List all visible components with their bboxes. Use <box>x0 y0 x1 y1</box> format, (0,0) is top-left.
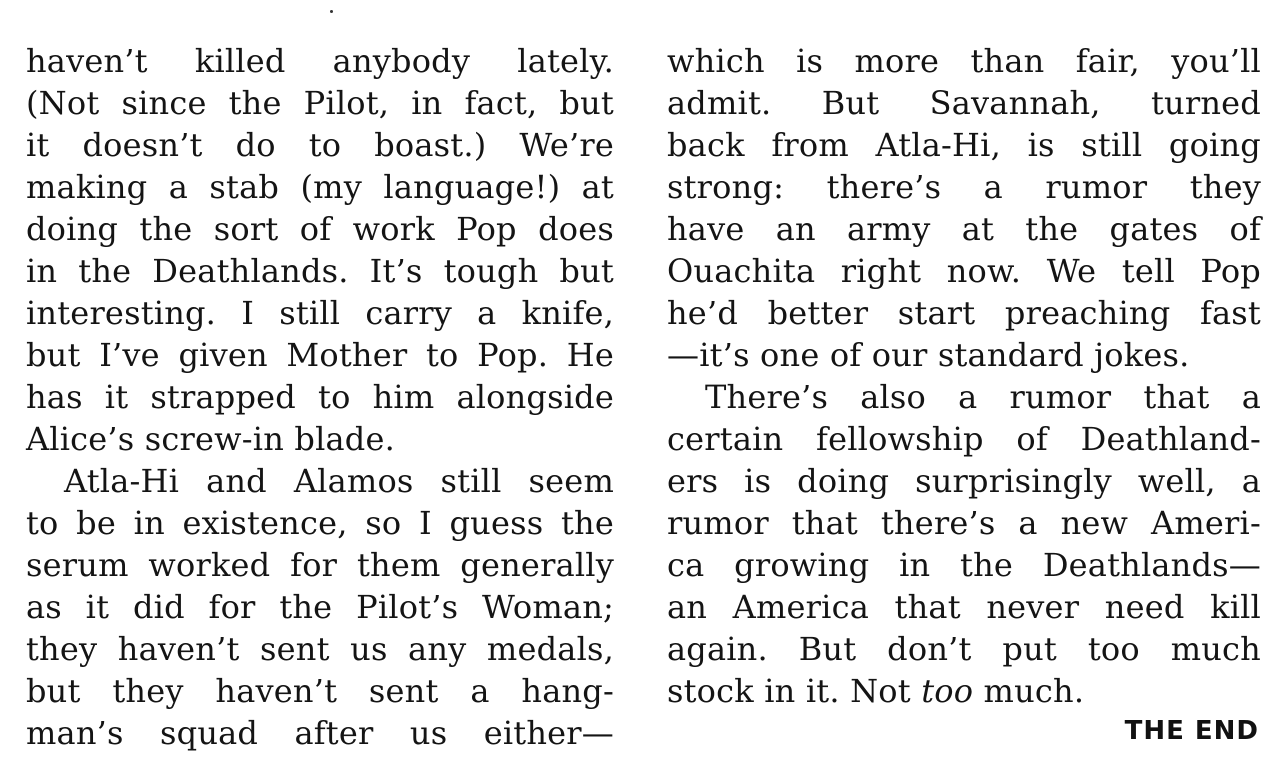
text-line: doing the sort of work Pop does <box>26 210 614 248</box>
text-line: back from Atla-Hi, is still going <box>667 126 1261 164</box>
final-line-start: stock in it. Not <box>667 672 922 710</box>
right-column <box>667 40 1261 712</box>
text-line: ers is doing surprisingly well, a <box>667 462 1261 500</box>
text-line: certain fellowship of Deathland- <box>667 420 1261 458</box>
text-line: interesting. I still carry a knife, <box>26 294 614 332</box>
end-mark: THE END <box>1124 716 1259 746</box>
text-line: making a stab (my language!) at <box>26 168 614 206</box>
text-line: Atla-Hi and Alamos still seem <box>64 462 614 500</box>
final-line-emphasis: too <box>921 672 974 710</box>
text-line: again. But don’t put too much <box>667 630 1261 668</box>
text-line: as it did for the Pilot’s Woman; <box>26 588 614 626</box>
text-line: —it’s one of our standard jokes. <box>667 336 1190 374</box>
text-line: in the Deathlands. It’s tough but <box>26 252 614 290</box>
text-line: haven’t killed anybody lately. <box>26 42 614 80</box>
text-line: but they haven’t sent a hang- <box>26 672 614 710</box>
final-text-line <box>667 670 1261 712</box>
text-line: strong: there’s a rumor they <box>667 168 1261 206</box>
text-line: There’s also a rumor that a <box>705 378 1261 416</box>
text-line: which is more than fair, you’ll <box>667 42 1261 80</box>
text-line: man’s squad after us either— <box>26 714 614 752</box>
text-line: ca growing in the Deathlands— <box>667 546 1261 584</box>
text-line: to be in existence, so I guess the <box>26 504 614 542</box>
text-line: Ouachita right now. We tell Pop <box>667 252 1261 290</box>
text-line: has it strapped to him alongside <box>26 378 614 416</box>
print-speck <box>330 10 333 13</box>
text-line: they haven’t sent us any medals, <box>26 630 614 668</box>
text-line: admit. But Savannah, turned <box>667 84 1261 122</box>
text-line: have an army at the gates of <box>667 210 1261 248</box>
text-line: it doesn’t do to boast.) We’re <box>26 126 614 164</box>
text-line: but I’ve given Mother to Pop. He <box>26 336 614 374</box>
text-line: (Not since the Pilot, in fact, but <box>26 84 614 122</box>
left-column <box>26 40 614 754</box>
text-line: an America that never need kill <box>667 588 1261 626</box>
final-line-end: much. <box>973 672 1085 710</box>
text-line: he’d better start preaching fast <box>667 294 1261 332</box>
text-line: Alice’s screw-in blade. <box>26 420 395 458</box>
text-line: rumor that there’s a new Ameri- <box>667 504 1261 542</box>
text-line: serum worked for them generally <box>26 546 614 584</box>
